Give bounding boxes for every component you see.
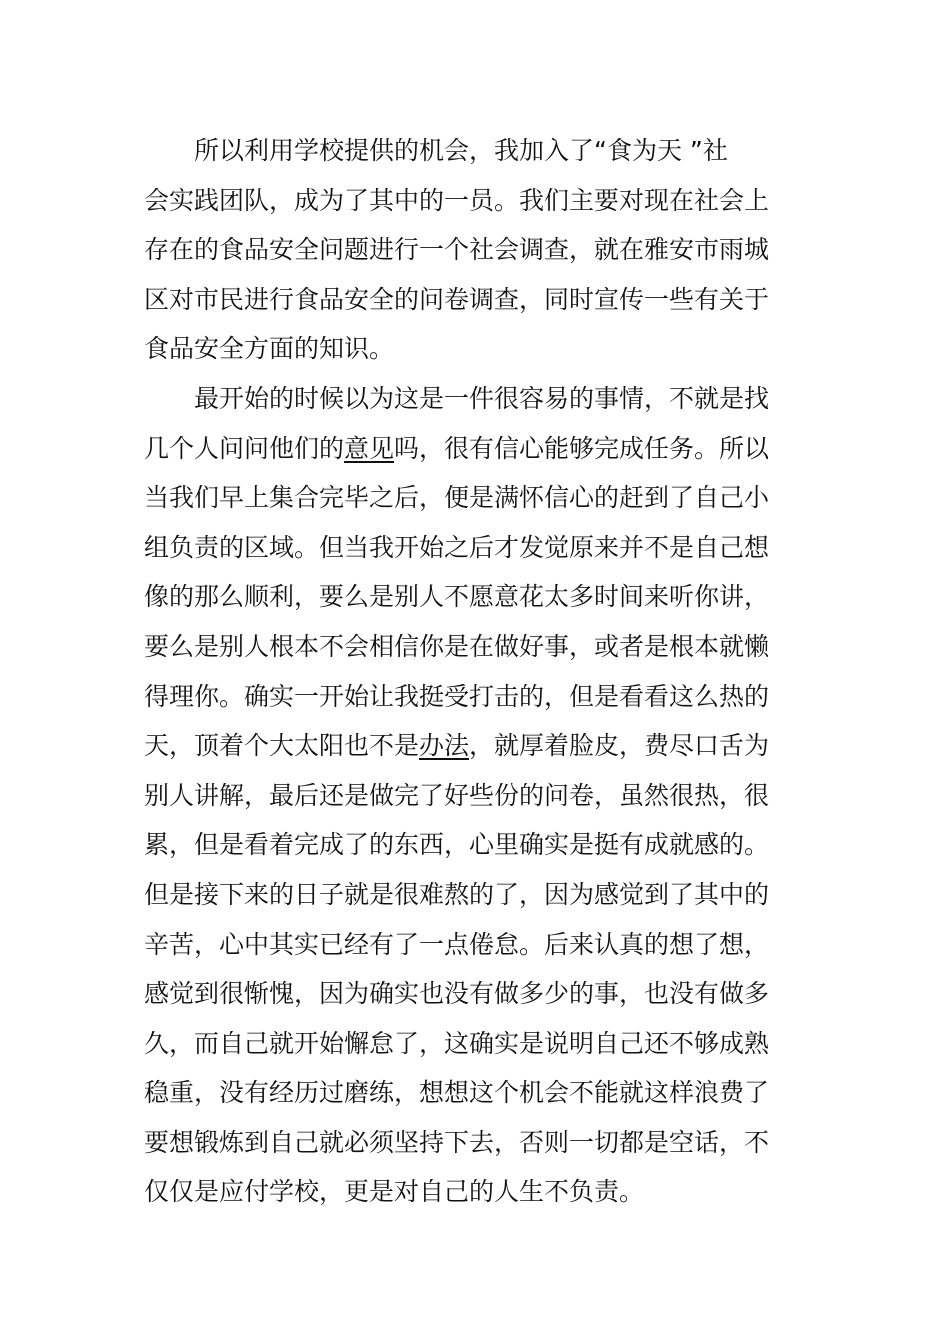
paragraph-2-line-17: 仅仅是应付学校，更是对自己的人生不负责。 — [144, 1177, 645, 1207]
paragraph-1-line-4: 区对市民进行食品安全的问卷调查，同时宣传一些有关于 — [144, 284, 770, 314]
body-text — [144, 126, 794, 1217]
underlined-word-banfa: 办法 — [419, 731, 470, 761]
paragraph-2-line-3: 当我们早上集合完毕之后，便是满怀信心的赶到了自己小 — [144, 483, 770, 513]
line-segment: 吗，很有信心能够完成任务。所以 — [394, 433, 770, 463]
paragraph-2-line-1: 最开始的时候以为这是一件很容易的事情，不就是找 — [194, 383, 770, 413]
paragraph-2-line-15: 稳重，没有经历过磨练，想想这个机会不能就这样浪费了 — [144, 1078, 770, 1108]
paragraph-2-line-7: 得理你。确实一开始让我挺受打击的，但是看看这么热的 — [144, 681, 770, 711]
paragraph-2-line-14: 久，而自己就开始懈怠了，这确实是说明自己还不够成熟 — [144, 1028, 770, 1058]
paragraph-1-line-2: 会实践团队，成为了其中的一员。我们主要对现在社会上 — [144, 185, 770, 215]
underlined-word-yijian: 意见 — [344, 433, 395, 463]
paragraph-2-line-5: 像的那么顺利，要么是别人不愿意花太多时间来听你讲， — [144, 582, 770, 612]
paragraph-2-line-16: 要想锻炼到自己就必须坚持下去，否则一切都是空话，不 — [144, 1127, 770, 1157]
line-segment: 天，顶着个大太阳也不是 — [144, 731, 420, 761]
paragraph-2-line-10: 累，但是看着完成了的东西，心里确实是挺有成就感的。 — [144, 830, 770, 860]
paragraph-2-line-8 — [144, 721, 794, 771]
paragraph-2-line-12: 辛苦，心中其实已经有了一点倦怠。后来认真的想了想， — [144, 929, 770, 959]
paragraph-2-line-4: 组负责的区域。但当我开始之后才发觉原来并不是自己想 — [144, 532, 770, 562]
paragraph-2-line-6: 要么是别人根本不会相信你是在做好事，或者是根本就懒 — [144, 631, 770, 661]
paragraph-1-line-3: 存在的食品安全问题进行一个社会调查，就在雅安市雨城 — [144, 235, 770, 265]
paragraph-2-line-13: 感觉到很惭愧，因为确实也没有做多少的事，也没有做多 — [144, 979, 770, 1009]
paragraph-2-line-2 — [144, 424, 794, 474]
paragraph-1-line-1: 所以利用学校提供的机会，我加入了“食为天 ”社 — [194, 136, 728, 165]
line-segment: ，就厚着脸皮，费尽口舌为 — [469, 731, 770, 761]
paragraph-2-line-9: 别人讲解，最后还是做完了好些份的问卷，虽然很热，很 — [144, 780, 770, 810]
paragraph-1-line-5: 食品安全方面的知识。 — [144, 334, 395, 364]
line-segment: 几个人问问他们的 — [144, 433, 345, 463]
paragraph-2-line-11: 但是接下来的日子就是很难熬的了，因为感觉到了其中的 — [144, 879, 770, 909]
